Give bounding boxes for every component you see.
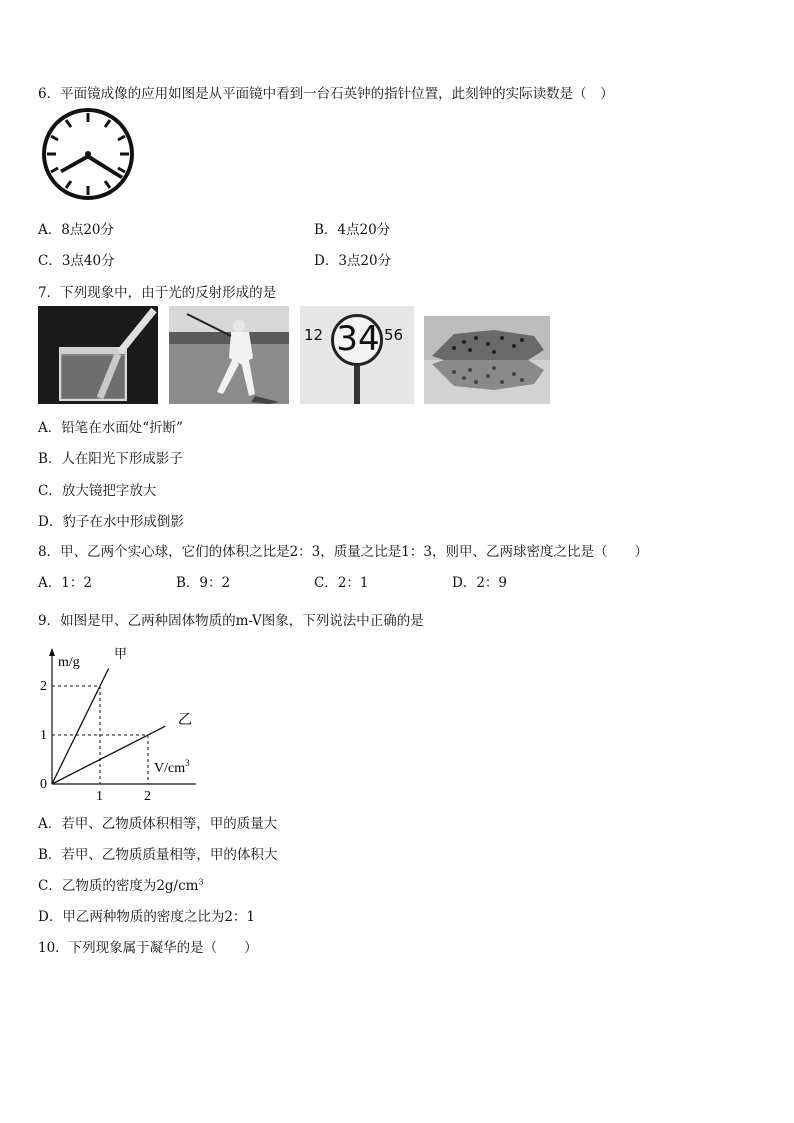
q8-option-c: C．2：1 [314, 575, 369, 591]
q9-option-b: B．若甲、乙物质质量相等，甲的体积大 [38, 847, 278, 863]
magnifier-image [300, 306, 414, 404]
q7-option-c: C．放大镜把字放大 [38, 483, 157, 499]
q8-option-d: D．2：9 [452, 575, 508, 591]
y-axis-arrow [49, 648, 55, 656]
x-tick-2: 2 [144, 789, 151, 804]
x-axis-label: $V/cm^3$ [154, 758, 190, 776]
q9-option-a: A．若甲、乙物质体积相等，甲的质量大 [38, 816, 278, 832]
q6-option-c: C．3点40分 [38, 253, 115, 269]
origin-label: 0 [40, 777, 47, 792]
magnifier-text-center: 34 [336, 319, 380, 359]
q8-stem: 8．甲、乙两个实心球，它们的体积之比是2：3，质量之比是1：3，则甲、乙两球密度之比是（ ） [38, 544, 648, 560]
q10-stem: 10．下列现象属于凝华的是（ ） [38, 940, 258, 956]
series-jia-label: 甲 [114, 647, 128, 662]
q7-stem: 7．下列现象中，由于光的反射形成的是 [38, 285, 277, 301]
magnifier-handle [354, 365, 360, 404]
q8-option-a: A．1：2 [38, 575, 92, 591]
y-tick-1: 1 [40, 728, 47, 743]
q7-option-b: B．人在阳光下形成影子 [38, 451, 183, 467]
magnifier-text-left: 12 [304, 326, 324, 344]
leopard-reflection-image [424, 316, 550, 404]
mv-graph [34, 644, 204, 804]
q6-stem: 6．平面镜成像的应用如图是从平面镜中看到一台石英钟的指针位置，此刻钟的实际读数是（ ） [38, 86, 614, 102]
q9-stem: 9．如图是甲、乙两种固体物质的m-V图象，下列说法中正确的是 [38, 613, 424, 629]
y-tick-2: 2 [40, 679, 47, 694]
y-axis-label: m/g [58, 655, 80, 670]
q6-option-d: D．3点20分 [314, 253, 392, 269]
q6-option-a: A．8点20分 [38, 222, 115, 238]
q6-option-b: B．4点20分 [314, 222, 391, 238]
golfer-shadow-image [169, 306, 289, 404]
magnifier-text-right: 56 [384, 326, 404, 344]
x-tick-1: 1 [96, 789, 103, 804]
clock-image [38, 108, 140, 200]
q9-option-c: C．乙物质的密度为$2g/cm^3$ [38, 877, 204, 894]
pencil-in-water-image [38, 306, 158, 404]
q7-option-a: A．铅笔在水面处“折断” [38, 420, 184, 436]
q9-option-d: D．甲乙两种物质的密度之比为2：1 [38, 909, 256, 925]
series-yi-label: 乙 [178, 712, 192, 728]
q7-option-d: D．豹子在水中形成倒影 [38, 514, 184, 530]
q8-option-b: B．9：2 [176, 575, 231, 591]
